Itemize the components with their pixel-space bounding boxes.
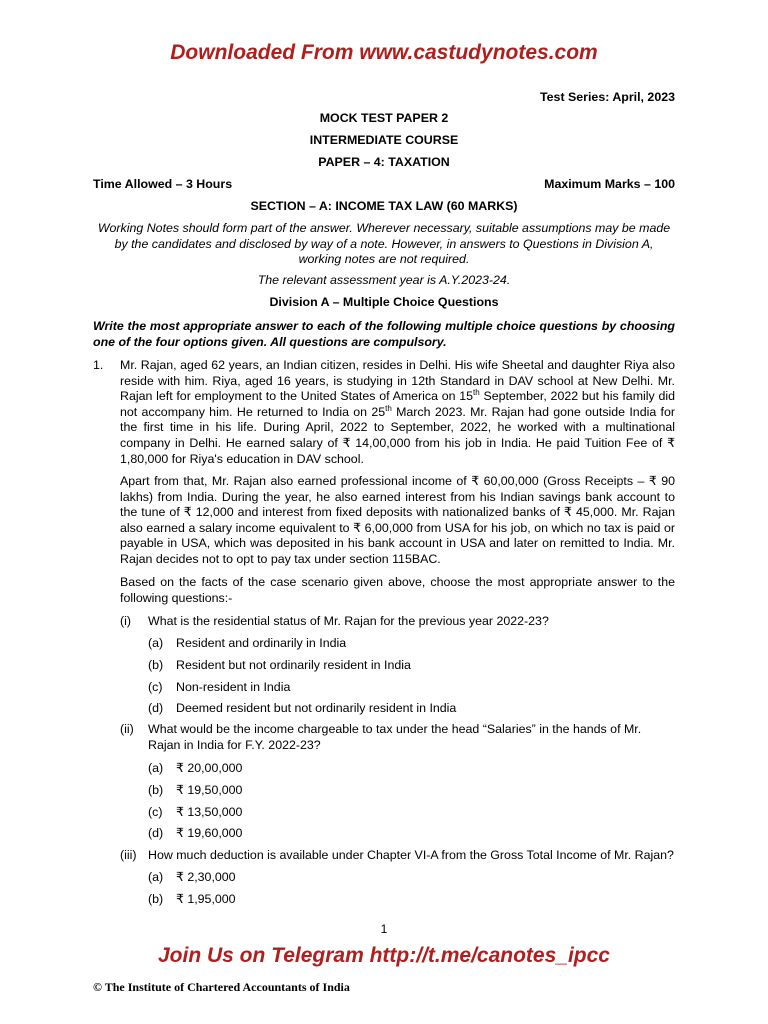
option-text: ₹ 19,60,000	[176, 826, 243, 840]
option[interactable]	[148, 701, 675, 717]
subquestion-text: How much deduction is available under Chapter VI-A from the Gross Total Income of Mr. Rajan?	[148, 848, 674, 862]
top-banner[interactable]: Downloaded From www.castudynotes.com	[170, 41, 598, 64]
option-label: (d)	[148, 701, 164, 715]
option-label: (a)	[148, 761, 164, 775]
option-text: ₹ 19,50,000	[176, 783, 243, 797]
paper-title: MOCK TEST PAPER 2	[319, 111, 449, 125]
subquestion-ii	[120, 722, 675, 754]
max-marks: Maximum Marks – 100	[544, 177, 675, 191]
subquestion-iii	[120, 848, 675, 864]
test-series: Test Series: April, 2023	[540, 90, 675, 104]
working-notes: Working Notes should form part of the answer. Wherever necessary, suitable assumptions may be made by the candidates and disclosed by way of a note. However, in answers to Questions in Division A, working notes are not required.	[97, 221, 671, 266]
option-text: ₹ 1,95,000	[176, 892, 236, 906]
copyright: © The Institute of Chartered Accountants of India	[93, 980, 350, 994]
time-allowed: Time Allowed – 3 Hours	[93, 177, 233, 191]
option[interactable]	[148, 680, 675, 696]
option-text: Non-resident in India	[176, 680, 291, 694]
option-text: Resident and ordinarily in India	[176, 636, 347, 650]
bottom-banner[interactable]: Join Us on Telegram http://t.me/canotes_ipcc	[158, 944, 610, 967]
option-text: ₹ 13,50,000	[176, 805, 243, 819]
question-number: 1.	[93, 358, 104, 372]
subquestion-label: (ii)	[120, 722, 134, 736]
subquestion-i	[120, 614, 675, 630]
option-text: ₹ 2,30,000	[176, 870, 236, 884]
question-para-3: Based on the facts of the case scenario given above, choose the most appropriate answer to the following questions:-	[120, 575, 675, 605]
instructions: Write the most appropriate answer to each of the following multiple choice questions by choosing one of the four options given. All questions are compulsory.	[93, 319, 675, 349]
option-label: (b)	[148, 783, 164, 797]
option-label: (c)	[148, 680, 163, 694]
option-text: Resident but not ordinarily resident in India	[176, 658, 411, 672]
option[interactable]	[148, 658, 675, 674]
option[interactable]	[148, 761, 675, 777]
paper-subject: PAPER – 4: TAXATION	[318, 155, 450, 169]
subquestion-label: (iii)	[120, 848, 137, 862]
assessment-year: The relevant assessment year is A.Y.2023-24.	[257, 273, 511, 287]
option-label: (a)	[148, 870, 164, 884]
option[interactable]	[148, 826, 675, 842]
section-heading: SECTION – A: INCOME TAX LAW (60 MARKS)	[250, 199, 518, 213]
option[interactable]	[148, 805, 675, 821]
subquestion-label: (i)	[120, 614, 132, 628]
option-label: (a)	[148, 636, 164, 650]
option-label: (b)	[148, 892, 164, 906]
question-para-1: Mr. Rajan, aged 62 years, an Indian citizen, resides in Delhi. His wife Sheetal and daughter Riya also reside with him. Riya, aged 16 years, is studying in 12th Standard in DAV school at New Delhi. Mr. Rajan left for employment to the United States of America on 15th September, 2022 but his family did not accompany him. He returned to India on 25th March 2023. Mr. Rajan had gone outside India for the first time in his life. During April, 2022 to September, 2022, he worked with a multinational company in Delhi. He earned salary of ₹ 14,00,000 from his job in India. He paid Tuition Fee of ₹ 1,80,000 for Riya's education in DAV school.	[120, 358, 675, 466]
course-title: INTERMEDIATE COURSE	[309, 133, 459, 147]
option[interactable]	[148, 892, 675, 908]
option[interactable]	[148, 636, 675, 652]
page-number: 1	[380, 922, 388, 936]
option[interactable]	[148, 783, 675, 799]
option-label: (c)	[148, 805, 163, 819]
subquestion-text: What is the residential status of Mr. Rajan for the previous year 2022-23?	[148, 614, 549, 628]
option-text: ₹ 20,00,000	[176, 761, 243, 775]
exam-meta-row	[93, 177, 675, 191]
option-text: Deemed resident but not ordinarily resident in India	[176, 701, 457, 715]
option-label: (d)	[148, 826, 164, 840]
subquestion-text: What would be the income chargeable to tax under the head “Salaries” in the hands of Mr. Rajan in India for F.Y. 2022-23?	[148, 722, 642, 752]
option-label: (b)	[148, 658, 164, 672]
division-heading: Division A – Multiple Choice Questions	[269, 295, 499, 309]
option[interactable]	[148, 870, 675, 886]
question-para-2: Apart from that, Mr. Rajan also earned professional income of ₹ 60,00,000 (Gross Receipts – ₹ 90 lakhs) from India. During the year, he also earned interest from his Indian savings bank account to the tune of ₹ 12,000 and interest from fixed deposits with nationalized banks of ₹ 45,000. Mr. Rajan also earned a salary income equivalent to ₹ 6,00,000 from USA for his job, on which no tax is paid or payable in USA, which was deposited in his bank account in USA and later on remitted to India. Mr. Rajan decides not to opt to pay tax under section 115BAC.	[120, 474, 675, 566]
